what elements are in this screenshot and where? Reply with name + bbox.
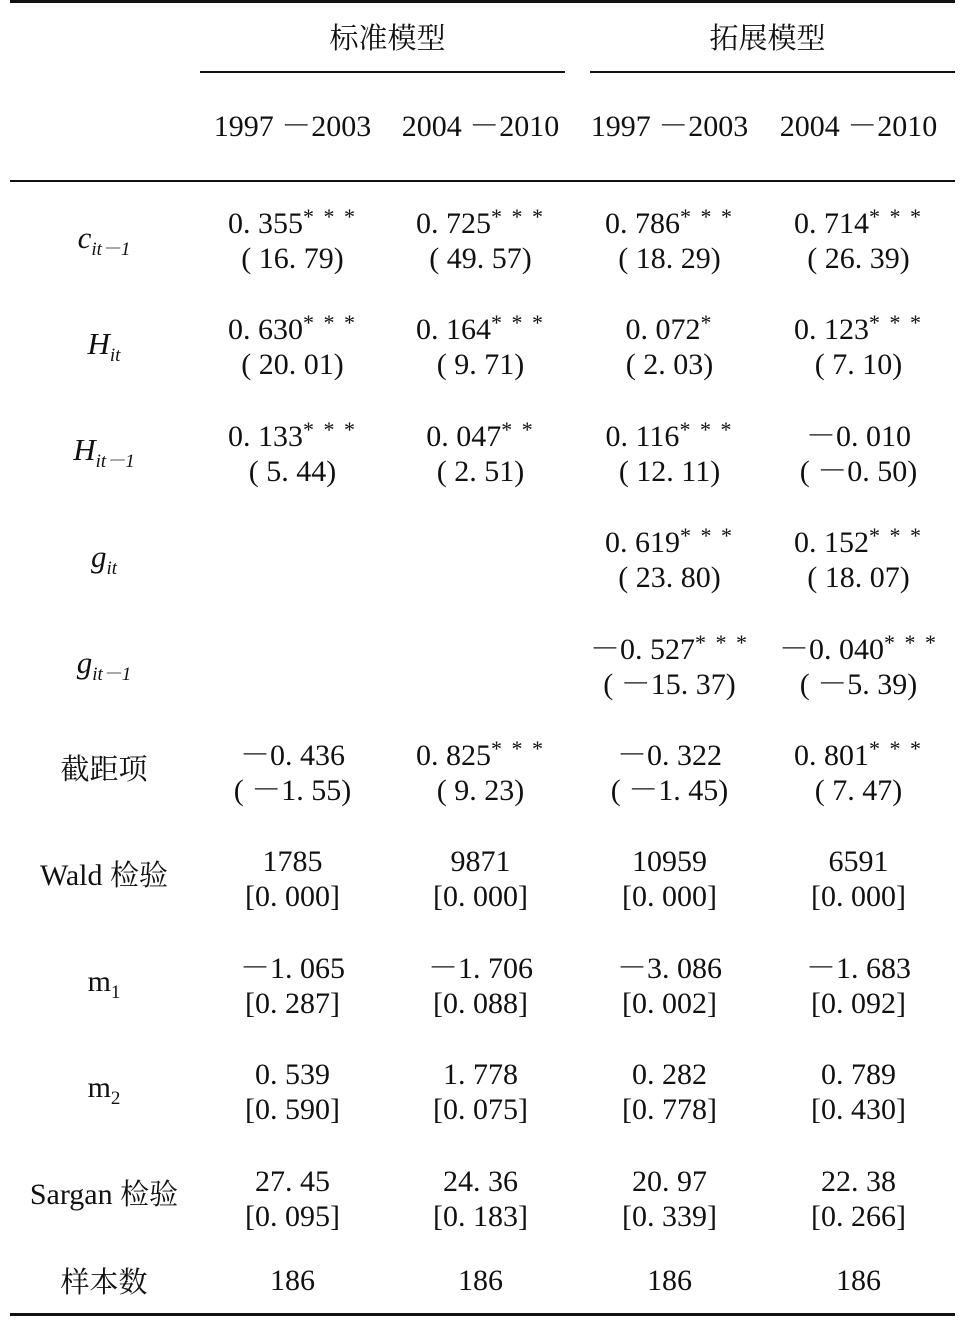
row-label-g-it: $g_{it}$ xyxy=(90,539,118,579)
significance-stars: * * xyxy=(501,416,535,442)
coefficient-number: －1. 065 xyxy=(240,951,345,985)
row-label-h-it: $H_{it}$ xyxy=(87,326,121,366)
sample-size-value: 186 xyxy=(647,1264,692,1297)
significance-stars: * * * xyxy=(869,204,923,229)
row-label-g-it-1: $g_{it-1}$ xyxy=(76,645,132,685)
sample-size-value: 186 xyxy=(270,1264,315,1297)
significance-stars: * * * xyxy=(695,629,749,655)
coefficient-number: 0. 725 xyxy=(416,207,491,240)
coefficient-number: 1785 xyxy=(262,845,323,879)
period-header: 2004 －2010 xyxy=(401,110,560,143)
coefficient-number: －0. 436 xyxy=(240,739,345,772)
statistic-value: ( 9. 23) xyxy=(436,774,525,807)
coefficient-number: 0. 282 xyxy=(632,1058,707,1092)
period-header: 2004 －2010 xyxy=(779,110,938,143)
statistic-value: ( 12. 11) xyxy=(618,454,721,488)
table-bottom-rule xyxy=(10,1313,955,1316)
coefficient-number: 10959 xyxy=(632,845,707,879)
row-label-wald-test: Wald 检验 xyxy=(39,858,169,892)
statistic-value: [0. 287] xyxy=(245,986,340,1020)
statistic-value: [0. 088] xyxy=(433,986,528,1020)
coefficient-number: 0. 801 xyxy=(794,739,869,772)
coefficient-number: 0. 789 xyxy=(821,1058,896,1092)
significance-stars: * xyxy=(700,310,714,336)
statistic-value: ( 2. 03) xyxy=(625,348,714,382)
row-label-sample-size: 样本数 xyxy=(60,1265,148,1299)
statistic-value: ( －1. 45) xyxy=(610,774,729,807)
table-top-rule xyxy=(10,0,955,3)
statistic-value: [0. 095] xyxy=(245,1199,340,1233)
coefficient-number: －0. 040 xyxy=(779,632,884,666)
header-bottom-rule xyxy=(10,180,955,182)
coefficient-number: 0. 619 xyxy=(605,526,680,560)
statistic-value: [0. 183] xyxy=(433,1199,528,1233)
coefficient-number: －0. 322 xyxy=(617,739,722,772)
significance-stars: * * * xyxy=(680,204,734,229)
statistic-value: ( －5. 39) xyxy=(799,667,918,701)
coefficient-number: 0. 630 xyxy=(228,313,303,347)
sample-size-value: 186 xyxy=(458,1264,503,1297)
row-label-c-it-1: $c_{it-1}$ xyxy=(77,220,131,260)
statistic-value: ( 26. 39) xyxy=(807,242,910,275)
statistic-value: [0. 092] xyxy=(811,986,906,1020)
statistic-value: ( 2. 51) xyxy=(436,454,525,488)
statistic-value: [0. 430] xyxy=(811,1093,906,1127)
statistic-value: ( 5. 44) xyxy=(248,454,337,488)
coefficient-number: 0. 152 xyxy=(794,526,869,560)
coefficient-number: －0. 527 xyxy=(590,632,695,666)
coefficient-number: 1. 778 xyxy=(443,1058,518,1092)
coefficient-number: 24. 36 xyxy=(443,1164,518,1198)
coefficient-number: 0. 133 xyxy=(228,419,303,453)
coefficient-number: 0. 786 xyxy=(605,207,680,240)
significance-stars: * * * xyxy=(491,310,545,336)
coefficient-number: 22. 38 xyxy=(821,1164,896,1198)
statistic-value: ( 18. 07) xyxy=(807,561,910,595)
coefficient-number: －1. 706 xyxy=(428,951,533,985)
statistic-value: ( 7. 47) xyxy=(814,774,903,807)
coefficient-number: 0. 714 xyxy=(794,207,869,240)
coefficient-number: 27. 45 xyxy=(255,1164,330,1198)
statistic-value: [0. 000] xyxy=(811,880,906,914)
statistic-value: [0. 266] xyxy=(811,1199,906,1233)
significance-stars: * * * xyxy=(491,204,545,229)
row-label-sargan-test: Sargan 检验 xyxy=(29,1177,179,1211)
coefficient-number: －0. 010 xyxy=(806,419,911,453)
significance-stars: * * * xyxy=(491,736,545,761)
significance-stars: * * * xyxy=(680,523,734,549)
coefficient-number: 0. 123 xyxy=(794,313,869,347)
statistic-value: [0. 000] xyxy=(245,880,340,914)
coefficient-number: 0. 047 xyxy=(426,419,502,453)
coefficient-number: 0. 116 xyxy=(605,419,680,453)
significance-stars: * * * xyxy=(303,416,357,442)
group-rule-extended xyxy=(590,71,955,73)
coefficient-number: 0. 164 xyxy=(416,313,491,347)
statistic-value: [0. 590] xyxy=(245,1093,340,1127)
significance-stars: * * * xyxy=(884,629,938,655)
statistic-value: [0. 000] xyxy=(433,880,528,914)
statistic-value: ( －0. 50) xyxy=(799,454,918,488)
row-label-m2: $m_2$ xyxy=(87,1071,121,1109)
statistic-value: [0. 000] xyxy=(622,880,717,914)
statistic-value: [0. 339] xyxy=(622,1199,717,1233)
coefficient-number: 9871 xyxy=(450,845,511,879)
statistic-value: ( 9. 71) xyxy=(436,348,525,382)
coefficient-number: 0. 539 xyxy=(255,1058,330,1092)
significance-stars: * * * xyxy=(869,736,923,761)
significance-stars: * * * xyxy=(679,416,734,442)
coefficient-number: －1. 683 xyxy=(806,951,911,985)
coefficient-number: 6591 xyxy=(828,845,889,879)
group-header-standard-model: 标准模型 xyxy=(329,21,446,55)
coefficient-number: 0. 355 xyxy=(228,207,303,240)
statistic-value: ( 7. 10) xyxy=(814,348,903,382)
sample-size-value: 186 xyxy=(836,1264,881,1297)
row-label-m1: $m_1$ xyxy=(87,965,121,1003)
statistic-value: ( 18. 29) xyxy=(618,242,721,275)
coefficient-number: 0. 825 xyxy=(416,739,491,772)
statistic-value: ( －1. 55) xyxy=(233,774,352,807)
coefficient-number: －3. 086 xyxy=(617,951,722,985)
statistic-value: ( 16. 79) xyxy=(241,242,344,275)
statistic-value: [0. 778] xyxy=(622,1093,717,1127)
group-header-extended-model: 拓展模型 xyxy=(709,21,826,55)
period-header: 1997 －2003 xyxy=(590,110,749,143)
row-label-intercept: 截距项 xyxy=(60,752,148,786)
row-label-h-it-1: $H_{it-1}$ xyxy=(73,432,135,472)
statistic-value: [0. 002] xyxy=(622,986,717,1020)
significance-stars: * * * xyxy=(869,310,923,336)
significance-stars: * * * xyxy=(303,310,357,336)
statistic-value: ( 23. 80) xyxy=(618,561,721,595)
statistic-value: ( －15. 37) xyxy=(603,667,736,701)
group-rule-standard xyxy=(200,71,565,73)
coefficient-number: 20. 97 xyxy=(632,1164,707,1198)
significance-stars: * * * xyxy=(303,204,357,229)
statistic-value: [0. 075] xyxy=(433,1093,528,1127)
period-header: 1997 －2003 xyxy=(213,110,372,143)
significance-stars: * * * xyxy=(869,523,923,549)
statistic-value: ( 49. 57) xyxy=(429,242,532,275)
coefficient-number: 0. 072 xyxy=(625,313,701,347)
statistic-value: ( 20. 01) xyxy=(241,348,344,382)
